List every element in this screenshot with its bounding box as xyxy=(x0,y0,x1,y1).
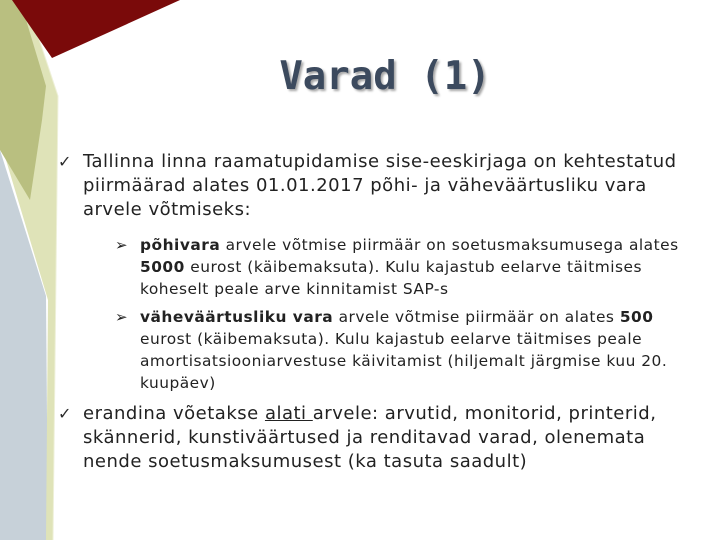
thin-accent-line xyxy=(26,0,58,540)
sub-bullet-1-text-1: arvele võtmise piirmäär on soetusmaksumusega alates xyxy=(220,236,679,254)
slate-band xyxy=(0,150,48,540)
sub-bullet-2 xyxy=(83,306,688,394)
sub-bullet-2-text-1: arvele võtmise piirmäär on alates xyxy=(333,308,620,326)
bullet-1 xyxy=(58,150,688,394)
check-icon: ✓ xyxy=(58,152,72,171)
olive-light-stripe xyxy=(0,0,58,540)
sub-bullet-1-text-2: eurost (käibemaksuta). Kulu kajastub eelarve täitmises koheselt peale arve kinnitamist SAP-s xyxy=(140,258,643,298)
slide-content xyxy=(58,150,688,474)
bullet-2-text-1: erandina võetakse xyxy=(83,403,265,424)
sub-bullet-1-bold: põhivara xyxy=(140,236,221,254)
arrow-icon: ➢ xyxy=(115,308,129,326)
bullet-1-text: Tallinna linna raamatupidamise sise-eeskirjaga on kehtestatud piirmäärad alates 01.01.2017 põhi- ja väheväärtusliku vara arvele võtmiseks: xyxy=(83,151,677,220)
sub-bullet-1-amount: 5000 xyxy=(140,258,185,276)
arrow-icon: ➢ xyxy=(115,236,129,254)
bullet-2-text-2: arvele: arvutid, monitorid, printerid, skännerid, kunstiväärtused ja renditavad varad, olenemata nende soetusmaksumusest (ka tasuta saadult) xyxy=(83,403,657,472)
sub-bullet-1 xyxy=(83,234,688,300)
sub-bullet-list xyxy=(83,234,688,394)
check-icon: ✓ xyxy=(58,404,72,423)
page-title: Varad (1) xyxy=(279,54,491,99)
bullet-2 xyxy=(58,402,688,474)
sub-bullet-2-text-2: eurost (käibemaksuta). Kulu kajastub eelarve täitmises peale amortisatsiooniarvestuse käivitamist (hiljemalt järgmise kuu 20. kuupäev) xyxy=(140,330,668,392)
dark-red-triangle xyxy=(12,0,180,58)
sub-bullet-2-bold: väheväärtusliku vara xyxy=(140,308,334,326)
bullet-2-underlined: alati xyxy=(264,403,313,424)
olive-stripe xyxy=(0,0,46,200)
sub-bullet-2-amount: 500 xyxy=(619,308,654,326)
